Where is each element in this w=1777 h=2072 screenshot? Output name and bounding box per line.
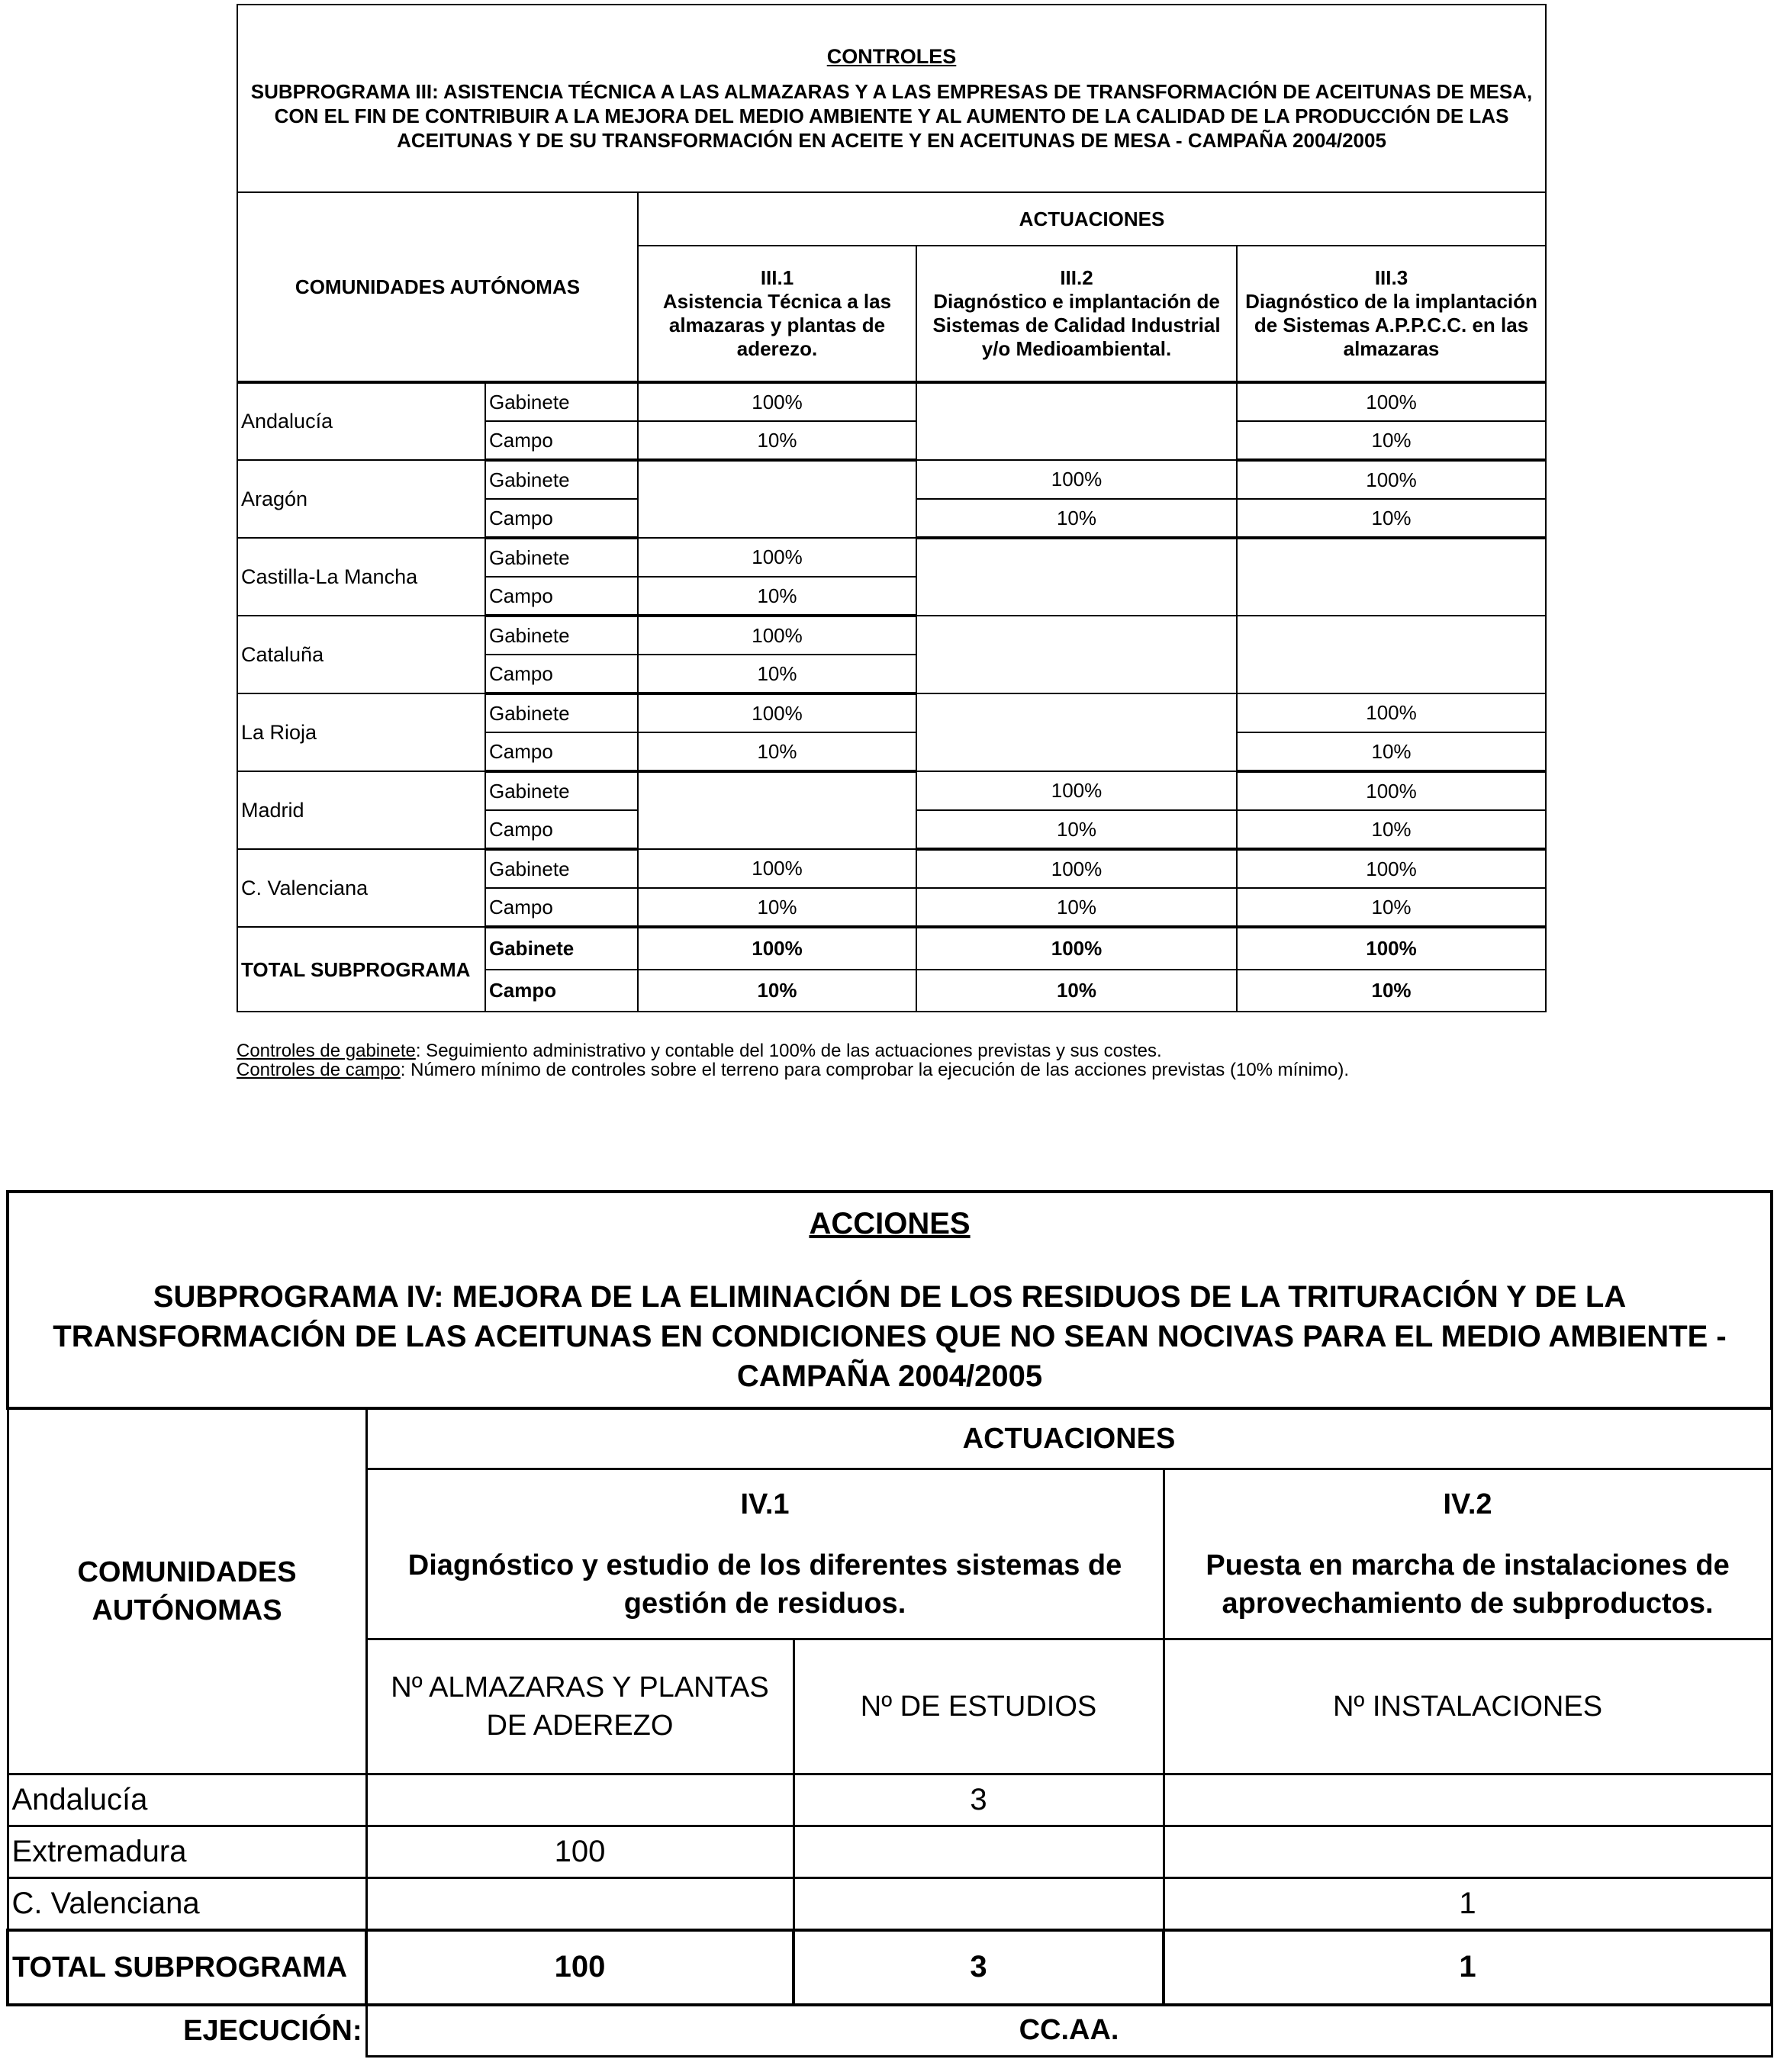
value-cell: 100% <box>638 693 916 732</box>
total-value: 100 <box>366 1930 794 2005</box>
controles-title-cell <box>237 5 1546 192</box>
controles-notes <box>237 1041 1534 1079</box>
value-cell: 100% <box>916 460 1237 499</box>
type-gabinete: Gabinete <box>485 849 638 888</box>
value-cell: 10% <box>1237 732 1546 771</box>
type-gabinete: Gabinete <box>485 693 638 732</box>
value-cell: 10% <box>638 421 916 460</box>
value-cell: 10% <box>638 577 916 616</box>
col-IV-2-code: IV.2 <box>1443 1488 1492 1520</box>
value-cell: 10% <box>1237 810 1546 849</box>
value-cell <box>916 693 1237 771</box>
col-IV-1-code: IV.1 <box>740 1488 790 1520</box>
type-campo: Campo <box>485 970 638 1012</box>
value-cell <box>1164 1826 1772 1878</box>
col-III-3-header <box>1237 246 1546 382</box>
total-value: 3 <box>794 1930 1164 2005</box>
value-cell: 100% <box>1237 460 1546 499</box>
region-extremadura: Extremadura <box>8 1826 366 1878</box>
value-cell: 100% <box>638 616 916 655</box>
value-cell <box>366 1878 794 1930</box>
value-cell: 100% <box>638 849 916 888</box>
value-cell: 100% <box>638 382 916 421</box>
region-aragon: Aragón <box>237 460 485 538</box>
type-campo: Campo <box>485 655 638 693</box>
type-campo: Campo <box>485 577 638 616</box>
value-cell <box>638 460 916 538</box>
value-cell: 1 <box>1164 1878 1772 1930</box>
acciones-total-label: TOTAL SUBPROGRAMA <box>8 1930 366 2005</box>
value-cell: 10% <box>916 499 1237 538</box>
note-gabinete-text: : Seguimiento administrativo y contable del 100% de las actuaciones previstas y sus costes. <box>415 1041 1162 1061</box>
region-la-rioja: La Rioja <box>237 693 485 771</box>
value-cell: 100% <box>638 538 916 577</box>
col-IV-2-label: Puesta en marcha de instalaciones de aprovechamiento de subproductos. <box>1206 1549 1730 1620</box>
type-campo: Campo <box>485 810 638 849</box>
value-cell <box>638 771 916 849</box>
value-cell <box>1237 616 1546 693</box>
acciones-comunidades-header: COMUNIDADES AUTÓNOMAS <box>8 1408 366 1774</box>
value-cell: 10% <box>1237 421 1546 460</box>
controles-table <box>237 4 1547 1012</box>
value-cell <box>1237 538 1546 616</box>
region-cataluna: Cataluña <box>237 616 485 693</box>
type-gabinete: Gabinete <box>485 771 638 810</box>
type-gabinete: Gabinete <box>485 460 638 499</box>
value-cell <box>366 1774 794 1826</box>
total-value: 100% <box>638 927 916 970</box>
value-cell: 10% <box>1237 888 1546 927</box>
value-cell: 100% <box>1237 693 1546 732</box>
note-campo-text: : Número mínimo de controles sobre el terreno para comprobar la ejecución de las acciones previstas (10% mínimo). <box>400 1060 1350 1080</box>
value-cell <box>916 538 1237 616</box>
value-cell <box>794 1878 1164 1930</box>
type-gabinete: Gabinete <box>485 538 638 577</box>
region-castilla-la-mancha: Castilla-La Mancha <box>237 538 485 616</box>
ejecucion-value: CC.AA. <box>366 2005 1772 2057</box>
type-campo: Campo <box>485 732 638 771</box>
col-III-1-code: III.1 <box>760 266 794 289</box>
controles-title: CONTROLES <box>826 44 957 68</box>
value-cell <box>916 616 1237 693</box>
note-gabinete <box>237 1041 1534 1060</box>
value-cell: 100% <box>1237 382 1546 421</box>
controles-actuaciones-header: ACTUACIONES <box>638 192 1546 246</box>
col-III-1-label: Asistencia Técnica a las almazaras y plantas de aderezo. <box>662 290 892 360</box>
type-gabinete: Gabinete <box>485 616 638 655</box>
value-cell: 10% <box>638 888 916 927</box>
value-cell <box>1164 1774 1772 1826</box>
controles-subtitle: SUBPROGRAMA III: ASISTENCIA TÉCNICA A LAS ALMAZARAS Y A LAS EMPRESAS DE TRANSFORMACIÓN DE ACEITUNAS DE MESA, CON EL FIN DE CONTRIBUIR A LA MEJORA DEL MEDIO AMBIENTE Y AL AUMENTO DE LA CALIDAD DE LA PRODUCCIÓN DE LAS ACEITUNAS Y DE SU TRANSFORMACIÓN EN ACEITE Y EN ACEITUNAS DE MESA - CAMPAÑA 2004/2005 <box>250 79 1533 152</box>
col-IV-1-label: Diagnóstico y estudio de los diferentes sistemas de gestión de residuos. <box>407 1549 1122 1620</box>
acciones-table <box>6 1190 1773 2058</box>
type-campo: Campo <box>485 499 638 538</box>
acciones-title-cell <box>8 1192 1772 1408</box>
col-III-2-label: Diagnóstico e implantación de Sistemas de Calidad Industrial y/o Medioambiental. <box>932 290 1221 360</box>
type-campo: Campo <box>485 888 638 927</box>
type-gabinete: Gabinete <box>485 382 638 421</box>
value-cell: 100% <box>916 849 1237 888</box>
note-campo-label: Controles de campo <box>237 1060 401 1080</box>
col-III-2-code: III.2 <box>1060 266 1093 289</box>
ejecucion-label: EJECUCIÓN: <box>8 2005 366 2057</box>
total-value: 10% <box>916 970 1237 1012</box>
value-cell: 100% <box>1237 771 1546 810</box>
controles-total-label: TOTAL SUBPROGRAMA <box>237 927 485 1012</box>
region-madrid: Madrid <box>237 771 485 849</box>
type-gabinete: Gabinete <box>485 927 638 970</box>
region-andalucia: Andalucía <box>8 1774 366 1826</box>
acciones-actuaciones-header: ACTUACIONES <box>366 1408 1772 1469</box>
value-cell: 10% <box>916 888 1237 927</box>
acciones-subtitle: SUBPROGRAMA IV: MEJORA DE LA ELIMINACIÓN DE LOS RESIDUOS DE LA TRITURACIÓN Y DE LA TRANSFORMACIÓN DE LAS ACEITUNAS EN CONDICIONES QUE NO SEAN NOCIVAS PARA EL MEDIO AMBIENTE - CAMPAÑA 2004/2005 <box>53 1280 1727 1393</box>
total-value: 1 <box>1164 1930 1772 2005</box>
controles-comunidades-header: COMUNIDADES AUTÓNOMAS <box>237 192 638 382</box>
value-cell: 10% <box>638 732 916 771</box>
note-gabinete-label: Controles de gabinete <box>237 1041 416 1061</box>
total-value: 10% <box>1237 970 1546 1012</box>
sub-estudios-header: Nº DE ESTUDIOS <box>794 1639 1164 1774</box>
region-andalucia: Andalucía <box>237 382 485 460</box>
col-III-1-header <box>638 246 916 382</box>
total-value: 100% <box>916 927 1237 970</box>
sub-instalaciones-header: Nº INSTALACIONES <box>1164 1639 1772 1774</box>
value-cell: 100 <box>366 1826 794 1878</box>
value-cell: 100% <box>1237 849 1546 888</box>
region-c-valenciana: C. Valenciana <box>237 849 485 927</box>
col-III-2-header <box>916 246 1237 382</box>
col-III-3-code: III.3 <box>1374 266 1408 289</box>
value-cell: 10% <box>916 810 1237 849</box>
region-c-valenciana: C. Valenciana <box>8 1878 366 1930</box>
col-IV-2-header <box>1164 1469 1772 1639</box>
value-cell: 10% <box>638 655 916 693</box>
note-campo <box>237 1060 1534 1079</box>
value-cell: 10% <box>1237 499 1546 538</box>
value-cell <box>916 382 1237 460</box>
total-value: 100% <box>1237 927 1546 970</box>
value-cell: 3 <box>794 1774 1164 1826</box>
acciones-title: ACCIONES <box>809 1207 971 1240</box>
col-IV-1-header <box>366 1469 1164 1639</box>
col-III-3-label: Diagnóstico de la implantación de Sistemas A.P.P.C.C. en las almazaras <box>1245 290 1537 360</box>
total-value: 10% <box>638 970 916 1012</box>
sub-almazaras-header: Nº ALMAZARAS Y PLANTAS DE ADEREZO <box>366 1639 794 1774</box>
value-cell <box>794 1826 1164 1878</box>
value-cell: 100% <box>916 771 1237 810</box>
type-campo: Campo <box>485 421 638 460</box>
